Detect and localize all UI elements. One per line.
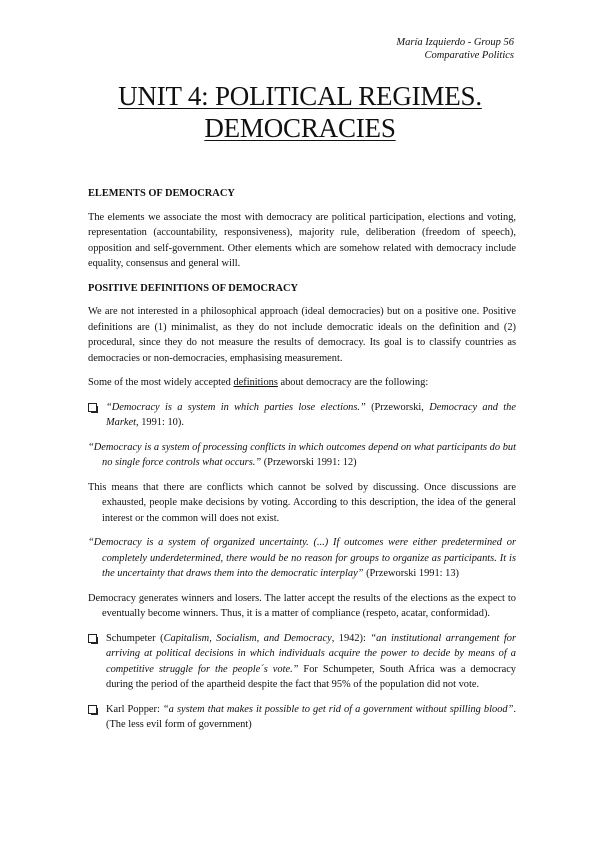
bullet-schumpeter: [88, 631, 516, 693]
document-body: [88, 186, 516, 742]
page-title: [0, 80, 600, 144]
quote: “a system that makes it possible to get rid of a government without spilling blood”: [162, 703, 514, 715]
book-title: Capitalism, Socialism, and Democracy: [163, 632, 332, 644]
citation: (Przeworski 1991: 13): [363, 568, 459, 579]
quote: “Democracy is a system of processing conflicts in which outcomes depend on what participants do but no single force controls what occurs.”: [88, 441, 516, 468]
paragraph-elements: The elements we associate the most with democracy are political participation, elections and voting, representation (accountability, responsiveness), majority rule, deliberation (freedom of speech), opposition and self-government. Other elements which are somehow related with democracy include equality, consensus and general will.: [88, 211, 516, 269]
quote: “an institutional arrangement for arriving at political decisions in which individuals acquire the power to decide by means of a competitive struggle for the people´s vote.”: [106, 632, 517, 675]
commentary: . (The less evil form of government): [106, 703, 516, 730]
course-line: Comparative Politics: [424, 50, 514, 61]
citation-title: Democracy and the Market: [106, 401, 516, 428]
heading-elements: ELEMENTS OF DEMOCRACY: [88, 188, 235, 199]
bullet-przeworski-1: [88, 400, 516, 431]
quote: “Democracy is a system in which parties lose elections.”: [106, 401, 366, 413]
citation: (Przeworski,: [365, 401, 430, 413]
title-line-2: DEMOCRACIES: [204, 113, 396, 143]
author: Schumpeter (: [106, 632, 164, 644]
author-line: María Izquierdo - Group 56: [396, 37, 514, 48]
definitions-intro: [88, 375, 516, 391]
checkbox-bullet-icon: [88, 634, 97, 643]
intro-text-before: Some of the most widely accepted: [88, 377, 234, 388]
commentary: For Schumpeter, South Africa was a democracy during the period of the apartheid despite the fact that 95% of the population did not vote.: [106, 663, 516, 690]
intro-text-after: about democracy are the following:: [277, 377, 429, 388]
quote: “Democracy is a system of organized uncertainty. (...) If outcomes were either predetermined or completely underdetermined, there would be no reason for groups to organize as participants. It is the uncertainty that draws them into the democratic interplay”: [88, 537, 516, 579]
heading-positive-definitions: POSITIVE DEFINITIONS OF DEMOCRACY: [88, 282, 299, 294]
page-header: [396, 36, 514, 62]
definitions-link: definitions: [233, 377, 278, 388]
checkbox-bullet-icon: [88, 403, 97, 412]
title-line-1: UNIT 4: POLITICAL REGIMES.: [118, 81, 482, 111]
paragraph-winners-losers: Democracy generates winners and losers. The latter accept the results of the elections as the expect to eventually become winners. Thus, it is a matter of compliance (respeto, acatar, conformidad).: [88, 592, 516, 619]
author: Karl Popper:: [106, 703, 163, 715]
checkbox-bullet-icon: [88, 705, 97, 714]
citation: (Przeworski 1991: 12): [261, 457, 357, 468]
book-year: , 1942):: [331, 632, 371, 644]
quote-przeworski-3: [88, 535, 516, 582]
paragraph-positive-definitions: We are not interested in a philosophical approach (ideal democracies) but on a positive one. Positive definitions are (1) minimalist, as they do not include democratic ideals on the definition and (2) procedural, since they do not measure the results of democracy. Its goal is to classify countries as democracies or non-democracies, emphasising measurement.: [88, 306, 516, 364]
bullet-popper: [88, 702, 516, 733]
citation-year: , 1991: 10).: [136, 417, 184, 428]
quote-przeworski-2: [88, 440, 516, 471]
paragraph-conflicts: This means that there are conflicts which cannot be solved by discussing. Once discussions are exhausted, people make decisions by voting. According to this description, the idea of the general interest or the common will does not exist.: [88, 481, 516, 524]
